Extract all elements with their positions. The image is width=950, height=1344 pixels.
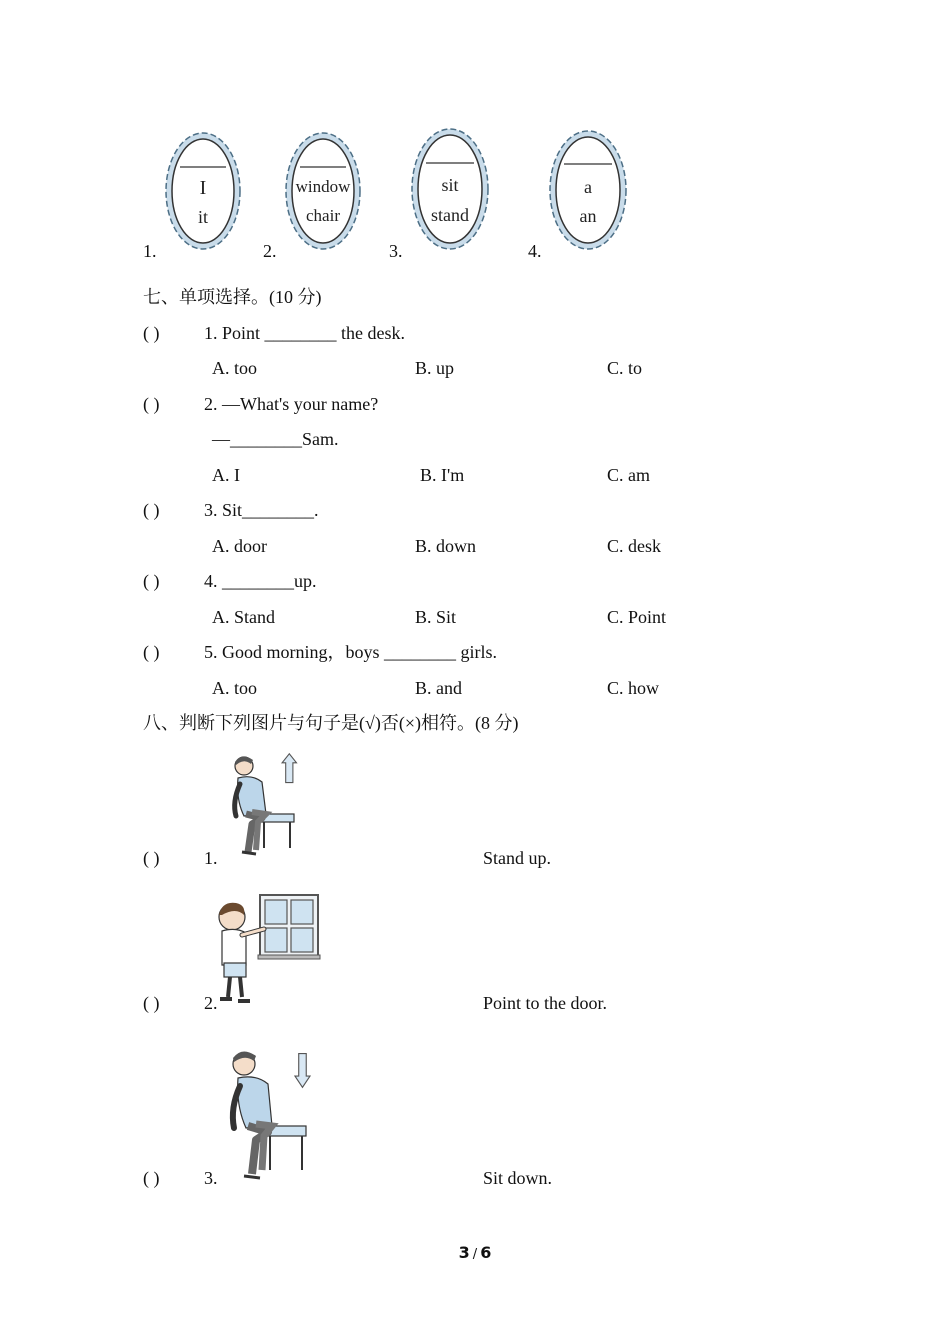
question-stem-response: —________Sam. <box>212 429 339 449</box>
question-stem: 3. Sit________. <box>204 500 319 520</box>
question-stem: 4. ________up. <box>204 571 317 591</box>
answer-bracket[interactable]: ( ) <box>143 642 160 662</box>
option-c: C. to <box>607 358 643 378</box>
option-a: A. too <box>212 678 257 698</box>
option-a: A. Stand <box>212 607 275 627</box>
oval-word-bottom: an <box>579 206 597 226</box>
option-c: C. Point <box>607 607 667 627</box>
scalloped-oval <box>164 130 242 252</box>
scalloped-oval <box>284 130 362 252</box>
oval-word-top: window <box>295 177 351 196</box>
option-a: A. I <box>212 465 240 485</box>
option-a: A. too <box>212 358 257 378</box>
boy-pointing-window-illustration <box>212 893 324 1007</box>
man-sitting-down-arrow-illustration <box>222 1046 322 1186</box>
total-pages: 6 <box>480 1243 492 1262</box>
answer-bracket[interactable]: ( ) <box>143 993 160 1013</box>
item-number: 3. <box>204 1168 218 1188</box>
section-8-title: 八、判断下列图片与句子是(√)否(×)相符。(8 分) <box>143 713 519 733</box>
oval-word-top: a <box>584 177 592 197</box>
oval-number: 3. <box>389 241 403 261</box>
answer-bracket[interactable]: ( ) <box>143 323 160 343</box>
option-b: B. and <box>415 678 462 698</box>
option-a: A. door <box>212 536 267 556</box>
item-sentence: Sit down. <box>483 1168 553 1188</box>
item-sentence: Point to the door. <box>483 993 608 1013</box>
oval-word-top: sit <box>441 175 459 195</box>
oval-word-bottom: chair <box>306 206 340 225</box>
oval-word-bottom: it <box>197 207 208 227</box>
answer-bracket[interactable]: ( ) <box>143 571 160 591</box>
oval-number: 1. <box>143 241 157 261</box>
page-number: 3 / 6 <box>458 1243 492 1262</box>
option-c: C. desk <box>607 536 661 556</box>
option-c: C. how <box>607 678 660 698</box>
answer-bracket[interactable]: ( ) <box>143 848 160 868</box>
answer-bracket[interactable]: ( ) <box>143 394 160 414</box>
answer-bracket[interactable]: ( ) <box>143 500 160 520</box>
option-b: B. down <box>415 536 477 556</box>
option-b: B. Sit <box>415 607 457 627</box>
question-stem: 2. —What's your name? <box>204 394 379 414</box>
oval-number: 2. <box>263 241 277 261</box>
item-number: 2. <box>204 993 218 1013</box>
man-sitting-up-arrow-illustration <box>222 752 312 860</box>
scalloped-oval <box>410 126 490 252</box>
item-sentence: Stand up. <box>483 848 552 868</box>
question-stem: 1. Point ________ the desk. <box>204 323 405 343</box>
item-number: 1. <box>204 848 218 868</box>
scalloped-oval <box>548 128 628 252</box>
option-b: B. I'm <box>420 465 465 485</box>
oval-number: 4. <box>528 241 542 261</box>
answer-bracket[interactable]: ( ) <box>143 1168 160 1188</box>
section-7-title: 七、单项选择。(10 分) <box>143 287 322 307</box>
question-stem: 5. Good morning，boys ________ girls. <box>204 642 498 662</box>
option-b: B. up <box>415 358 455 378</box>
oval-word-bottom: stand <box>431 205 469 225</box>
oval-word-top: I <box>199 177 207 199</box>
option-c: C. am <box>607 465 650 485</box>
current-page: 3 <box>458 1243 470 1262</box>
